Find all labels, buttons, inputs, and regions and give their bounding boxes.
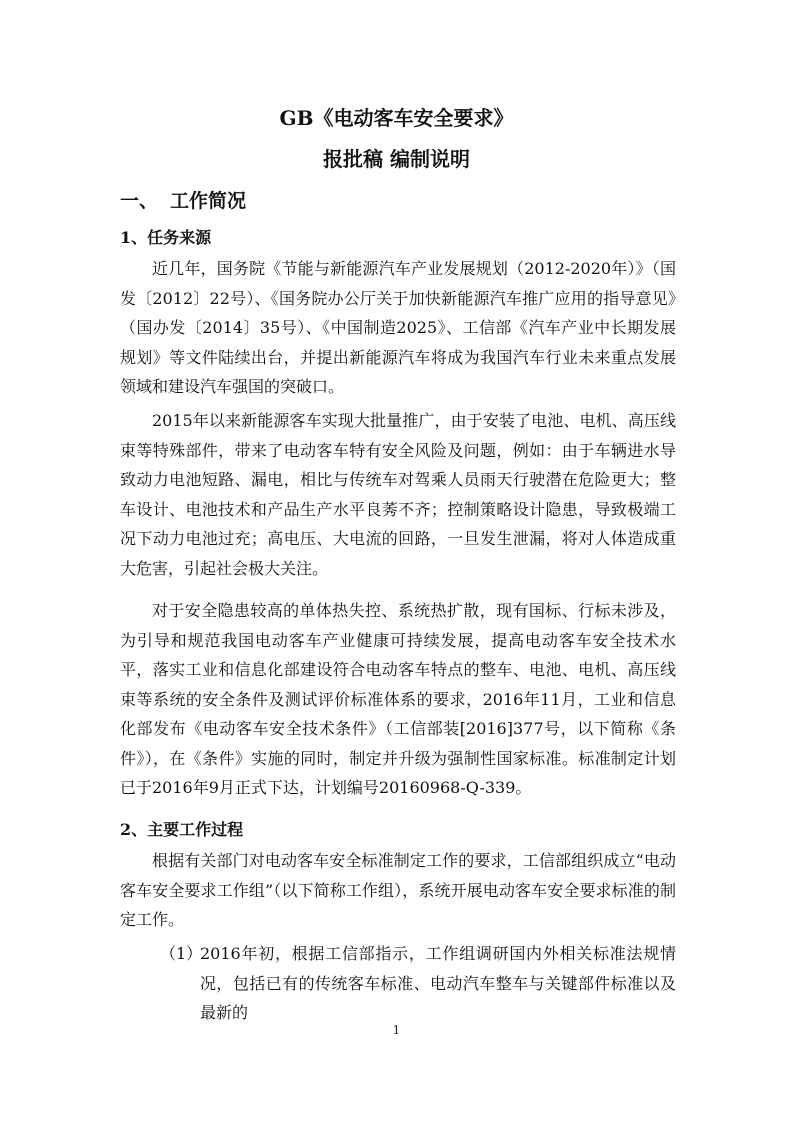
section-heading [120,188,246,214]
section-title: 工作简况 [170,190,247,212]
list-item-text: 2016年初，根据工信部指示，工作组调研国内外相关标准法规情况，包括已有的传统客车标准、电动汽车整车与关键部件标准以及最新的 [200,944,676,1022]
paragraph-standard-plan: 对于安全隐患较高的单体热失控、系统热扩散，现有国标、行标未涉及，为引导和规范我国电动客车产业健康可持续发展，提高电动客车安全技术水平，落实工业和信息化部建设符合电动客车特点的整车、电池、电机、高压线束等系统的安全条件及测试评价标准体系的要求，2016年11月，工业和信息化部发布《电动客车安全技术条件》（工信部装[2016]377号，以下简称《条件》），在《条件》实施的同时，制定并升级为强制性国家标准。标准制定计划已于2016年9月正式下达，计划编号20160968-Q-339。 [120,601,676,797]
paragraph-safety-risks: 2015年以来新能源客车实现大批量推广，由于安装了电池、电机、高压线束等特殊部件，带来了电动客车特有安全风险及问题，例如：由于车辆进水导致动力电池短路、漏电，相比与传统车对驾乘人员雨天行驶潜在危险更大；整车设计、电池技术和产品生产水平良莠不齐；控制策略设计隐患，导致极端工况下动力电池过充；高电压、大电流的回路，一旦发生泄漏，将对人体造成重大危害，引起社会极大关注。 [120,411,676,578]
section-number: 一、 [120,190,159,212]
paragraph-background: 近几年，国务院《节能与新能源汽车产业发展规划（2012-2020年）》（国发〔2012〕22号）、《国务院办公厅关于加快新能源汽车推广应用的指导意见》（国办发〔2014〕35号）、《中国制造2025》、工信部《汽车产业中长期发展规划》等文件陆续出台，并提出新能源汽车将成为我国汽车行业未来重点发展领域和建设汽车强国的突破口。 [120,259,676,396]
doc-title: GB《电动客车安全要求》 [279,106,514,130]
subsection-heading-work-process: 2、主要工作过程 [120,820,244,839]
subsection-heading-task-source: 1、任务来源 [120,228,212,247]
doc-subtitle: 报批稿 编制说明 [323,147,470,171]
paragraph-working-group: 根据有关部门对电动客车安全标准制定工作的要求，工信部组织成立“电动客车安全要求工作组”（以下简称工作组），系统开展电动客车安全要求标准的制定工作。 [120,851,676,929]
page-number: 1 [392,1023,401,1037]
list-item [120,939,676,1028]
list-item-number: （1） [160,944,203,963]
